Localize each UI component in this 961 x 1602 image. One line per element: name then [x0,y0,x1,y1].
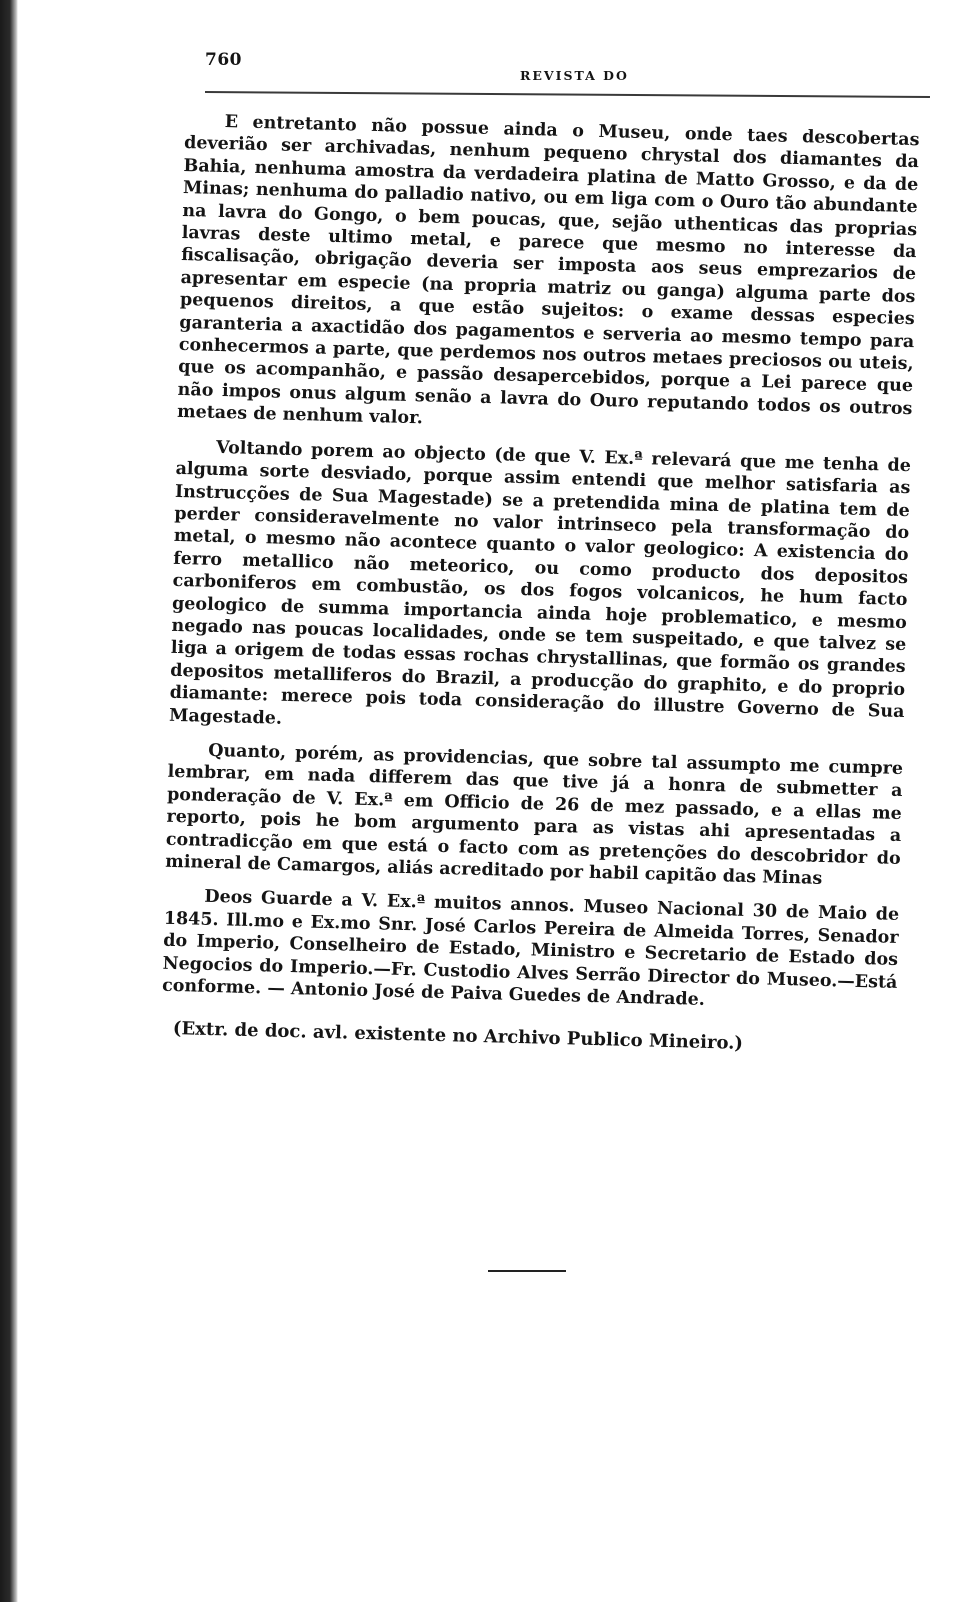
body-text [161,110,920,1060]
paragraph-providences: Quanto, porém, as providencias, que sobre tal assumpto me cumpre lembrar, em nada differem das que tive já a honra de submetter a ponderação de V. Ex.ª em Officio de 26 de mez passado, e a ellas me reporto, pois he bom argumento para as vistas ahi apresentadas a contradicção em que está o facto com as pretenções do descobridor do mineral de Camargos, aliás acreditado por habil capitão das Minas [165,740,904,889]
paragraph-closing-signature: Deos Guarde a V. Ex.ª muitos annos. Museo Nacional 30 de Maio de 1845. Ill.mo e Ex.mo Snr. José Carlos Pereira de Almeida Torres, Senador do Imperio, Conselheiro de Estado, Ministro e Secretario de Estado dos Negocios do Imperio.—Fr. Custodio Alves Serrão Director do Museo.—Está conforme. — Antonio José de Paiva Guedes de Andrade. [161,887,900,1010]
header-rule [205,91,930,98]
running-title: REVISTA DO [520,68,629,83]
source-note: (Extr. de doc. avl. existente no Archivo Publico Mineiro.) [172,1018,744,1055]
paragraph-geological-value: Voltando porem ao objecto (de que V. Ex.ª relevará que me tenha de alguma sorte desviado, porque assim entendi que melhor satisfaria as Instrucções de Sua Magestade) se a pretendida mina de platina tem de perder consideravelmente no valor intrinseco pela transformação do metal, o mesmo não acontece quanto o valor geologico: A existencia do ferro metallico não meteorico, ou como producto dos depositos carboniferos em combustão, os dos fogos volcanicos, he hum facto geologico de summa importancia ainda hoje problematico, e mesmo negado nas poucas localidades, onde se tem suspeitado, e que talvez se liga a origem de todas essas rochas chrystallinas, que formão os grandes depositos metalliferos do Brazil, a producção do graphito, e do proprio diamante: merece pois toda consideração do illustre Governo de Sua Magestade. [168,437,912,729]
end-rule [488,1270,566,1272]
scan-binding-edge [0,0,18,1602]
paragraph-museum-collection: E entretanto não possue ainda o Museu, onde taes descobertas deverião ser archivadas, nenhum pequeno chrystal dos diamantes da Bahia, nenhuma amostra da verdadeira platina de Matto Grosso, e da de Minas; nenhuma do palladio nativo, ou em liga com o Ouro tão abundante na lavra do Gongo, o bem poucas, que, sejão uthenticas das proprias lavras deste ultimo metal, e parece que mesmo no interesse da fiscalisação, obrigação deveria ser imposta aos seus emprezarios de apresentar em especie (na propria matriz ou ganga) alguma parte dos pequenos direitos, a que estão sujeitos: o exame dessas especies garanteria a axactidão dos pagamentos e serveria ao mesmo tempo para conhecermos a parte, que perdemos nos outros metaes preciosos ou uteis, que os acompanhão, e passão desapercebidos, porque a Lei parece que não impos onus algum senão a lavra do Ouro reputando todos os outros metaes de nenhum valor. [176,112,920,429]
page-number: 760 [205,50,242,70]
